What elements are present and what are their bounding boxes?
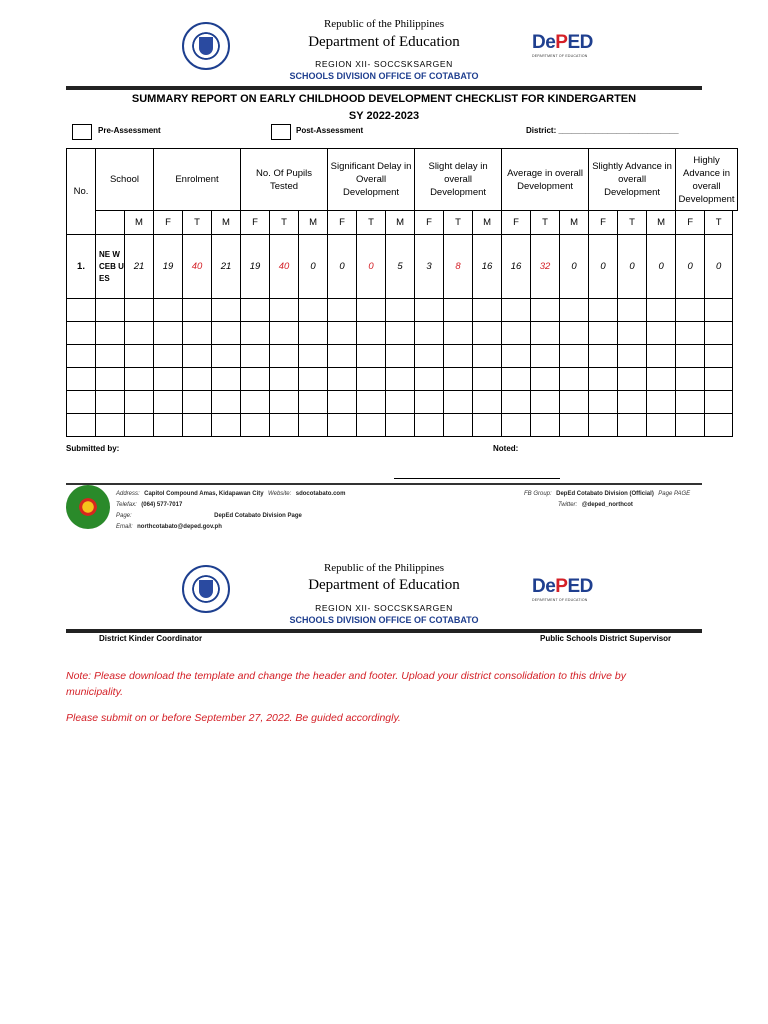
row-cell: 40 <box>183 235 212 299</box>
row-cell: 0 <box>705 235 733 299</box>
row-cell: 5 <box>386 235 415 299</box>
table-row <box>67 235 738 299</box>
noted-label: Noted: <box>493 444 519 453</box>
district-field: District: ___________________________ <box>526 126 679 135</box>
deadline-text: Please submit on or before September 27, 2022. Be guided accordingly. <box>66 712 401 724</box>
republic-text: Republic of the Philippines <box>323 562 445 574</box>
pupils-tested-header: No. Of Pupils Tested <box>241 149 328 211</box>
footer-rule <box>66 483 702 485</box>
sub-header: T <box>183 211 212 235</box>
sub-header: T <box>444 211 473 235</box>
row-cell: 0 <box>589 235 618 299</box>
region-text: REGION XII- SOCCSKSARGEN <box>315 603 453 613</box>
row-cell: 0 <box>357 235 386 299</box>
deped-seal-icon <box>182 565 230 613</box>
report-table <box>66 148 738 437</box>
deped-logo: DePED DEPARTMENT OF EDUCATION <box>532 32 593 58</box>
slightly-advance-header: Slightly Advance in overall Development <box>589 149 676 211</box>
submitted-by-label: Submitted by: <box>66 444 120 453</box>
sub-header: F <box>328 211 357 235</box>
pre-assessment-label: Pre-Assessment <box>98 126 161 135</box>
sub-header: T <box>705 211 733 235</box>
sub-header: M <box>386 211 415 235</box>
row-no: 1. <box>67 235 96 299</box>
table-row <box>67 391 738 414</box>
sub-header: M <box>299 211 328 235</box>
sub-header: T <box>618 211 647 235</box>
sub-header: F <box>415 211 444 235</box>
row-cell: 21 <box>212 235 241 299</box>
header-rule <box>66 86 702 90</box>
sub-header: M <box>647 211 676 235</box>
sub-header: T <box>270 211 299 235</box>
sub-header: F <box>154 211 183 235</box>
header-rule <box>66 629 702 633</box>
deped-seal-icon <box>182 22 230 70</box>
report-sy: SY 2022-2023 <box>348 110 420 122</box>
row-cell: 0 <box>328 235 357 299</box>
no-header: No. <box>67 149 96 235</box>
table-row <box>67 414 738 437</box>
sub-header: T <box>357 211 386 235</box>
school-sub-blank <box>96 211 125 235</box>
row-cell: 0 <box>647 235 676 299</box>
sub-header: F <box>241 211 270 235</box>
row-cell: 0 <box>618 235 647 299</box>
row-cell: 3 <box>415 235 444 299</box>
division-text: SCHOOLS DIVISION OFFICE OF COTABATO <box>289 71 479 81</box>
row-cell: 40 <box>270 235 299 299</box>
signature-line <box>394 478 560 479</box>
sub-header: T <box>531 211 560 235</box>
highly-advance-header: Highly Advance in overall Development <box>676 149 738 211</box>
row-cell: 19 <box>154 235 183 299</box>
table-row <box>67 322 738 345</box>
row-school: NE W CEB U ES <box>96 235 125 299</box>
sub-header: F <box>589 211 618 235</box>
school-header: School <box>96 149 154 211</box>
republic-text: Republic of the Philippines <box>323 18 445 30</box>
department-text: Department of Education <box>308 577 460 593</box>
supervisor-label: Public Schools District Supervisor <box>540 634 672 643</box>
footer-contact: Address: Capitol Compound Amas, Kidapawan City Website: sdocotabato.com Telefax: (064) 577-7017 Page: DepEd Cotabato Division Page Email: northcotabato@deped.gov.ph <box>116 491 346 530</box>
enrolment-header: Enrolment <box>154 149 241 211</box>
post-assessment-checkbox[interactable] <box>271 124 291 140</box>
row-cell: 0 <box>299 235 328 299</box>
row-cell: 8 <box>444 235 473 299</box>
sub-header: M <box>212 211 241 235</box>
sub-header: F <box>676 211 705 235</box>
coordinator-label: District Kinder Coordinator <box>99 634 203 643</box>
slight-delay-header: Slight delay in overall Development <box>415 149 502 211</box>
division-text: SCHOOLS DIVISION OFFICE OF COTABATO <box>289 615 479 625</box>
row-cell: 0 <box>676 235 705 299</box>
table-row <box>67 345 738 368</box>
report-title: SUMMARY REPORT ON EARLY CHILDHOOD DEVELOPMENT CHECKLIST FOR KINDERGARTEN <box>131 93 637 105</box>
average-header: Average in overall Development <box>502 149 589 211</box>
table-row <box>67 299 738 322</box>
sub-header: M <box>473 211 502 235</box>
note-text: Note: Please download the template and change the header and footer. Upload your district consolidation to this drive by municipality. <box>66 670 626 698</box>
deped-logo: DePED DEPARTMENT OF EDUCATION <box>532 576 593 602</box>
sub-header: F <box>502 211 531 235</box>
department-text: Department of Education <box>308 34 460 50</box>
row-cell: 21 <box>125 235 154 299</box>
table-row <box>67 368 738 391</box>
row-cell: 16 <box>473 235 502 299</box>
significant-delay-header: Significant Delay in Overall Development <box>328 149 415 211</box>
sub-header: M <box>125 211 154 235</box>
row-cell: 0 <box>560 235 589 299</box>
pre-assessment-checkbox[interactable] <box>72 124 92 140</box>
row-cell: 16 <box>502 235 531 299</box>
division-emblem-icon <box>66 485 110 529</box>
region-text: REGION XII- SOCCSKSARGEN <box>315 59 453 69</box>
row-cell: 32 <box>531 235 560 299</box>
sub-header: M <box>560 211 589 235</box>
row-cell: 19 <box>241 235 270 299</box>
footer-social: FB Group: DepEd Cotabato Division (Official) Page PAGE Twitter: @deped_northcot <box>524 491 691 508</box>
post-assessment-label: Post-Assessment <box>296 126 364 135</box>
